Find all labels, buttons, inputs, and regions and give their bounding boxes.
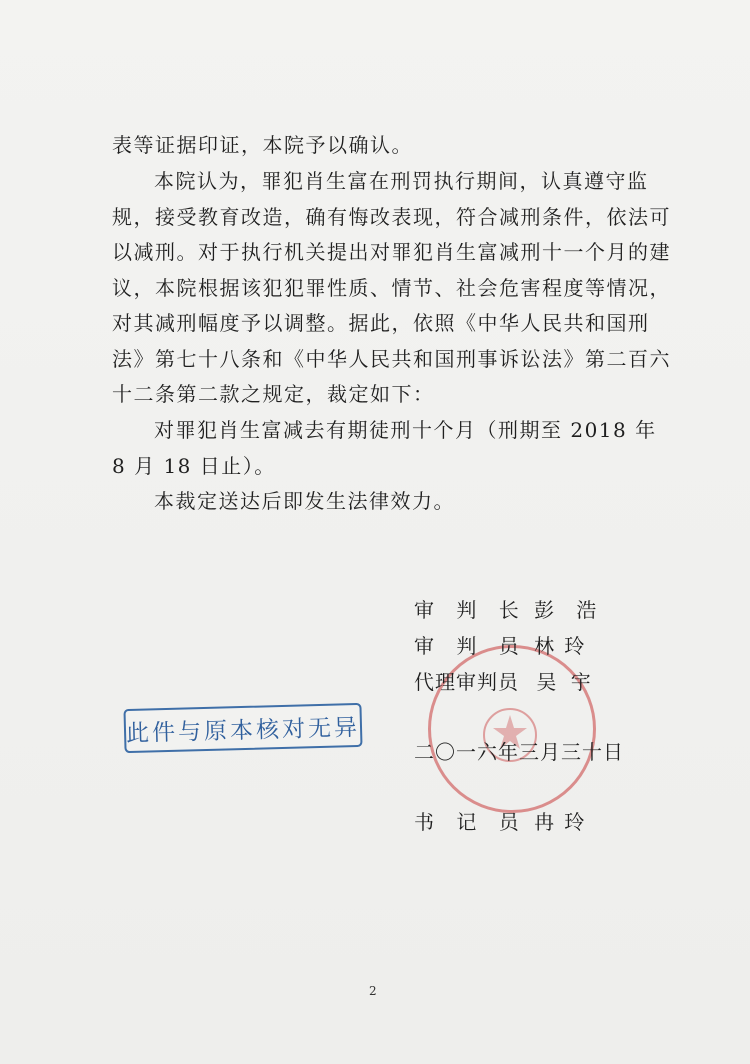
- signature-presiding-judge: [414, 594, 604, 623]
- body-paragraph-2: 本院认为，罪犯肖生富在刑罚执行期间，认真遵守监规，接受教育改造，确有悔改表现，符合减刑条件，依法可以减刑。对于执行机关提出对罪犯肖生富减刑十一个月的建议，本院根据该犯犯罪性质、情节、社会危害程度等情况，对其减刑幅度予以调整。据此，依照《中华人民共和国刑法》第七十八条和《中华人民共和国刑事诉讼法》第二百六十二条第二款之规定，裁定如下：: [112, 169, 671, 406]
- copy-verified-stamp: 此件与原本核对无异: [123, 703, 362, 753]
- signature-role: 审 判 员: [414, 634, 527, 658]
- signature-name: 吴 宇: [536, 670, 595, 694]
- signature-acting-judge: [414, 666, 595, 695]
- document-date: 二〇一六年三月三十日: [414, 740, 624, 764]
- body-paragraph-1: 表等证据印证，本院予以确认。: [112, 133, 413, 157]
- signature-role: 代理审判员: [414, 670, 519, 694]
- signature-name: 林 玲: [534, 634, 587, 658]
- signature-judge: [414, 630, 586, 659]
- signature-clerk: [414, 806, 586, 835]
- body-paragraph-4: 本裁定送达后即发生法律效力。: [154, 489, 455, 513]
- signature-role: 书 记 员: [414, 810, 527, 834]
- page-number: 2: [369, 984, 377, 998]
- signature-role: 审 判 长: [414, 598, 527, 622]
- body-paragraph-3: 对罪犯肖生富减去有期徒刑十个月（刑期至 2018 年 8 月 18 日止）。: [112, 418, 657, 478]
- signature-name: 冉 玲: [534, 810, 587, 834]
- signature-name: 彭 浩: [534, 598, 605, 622]
